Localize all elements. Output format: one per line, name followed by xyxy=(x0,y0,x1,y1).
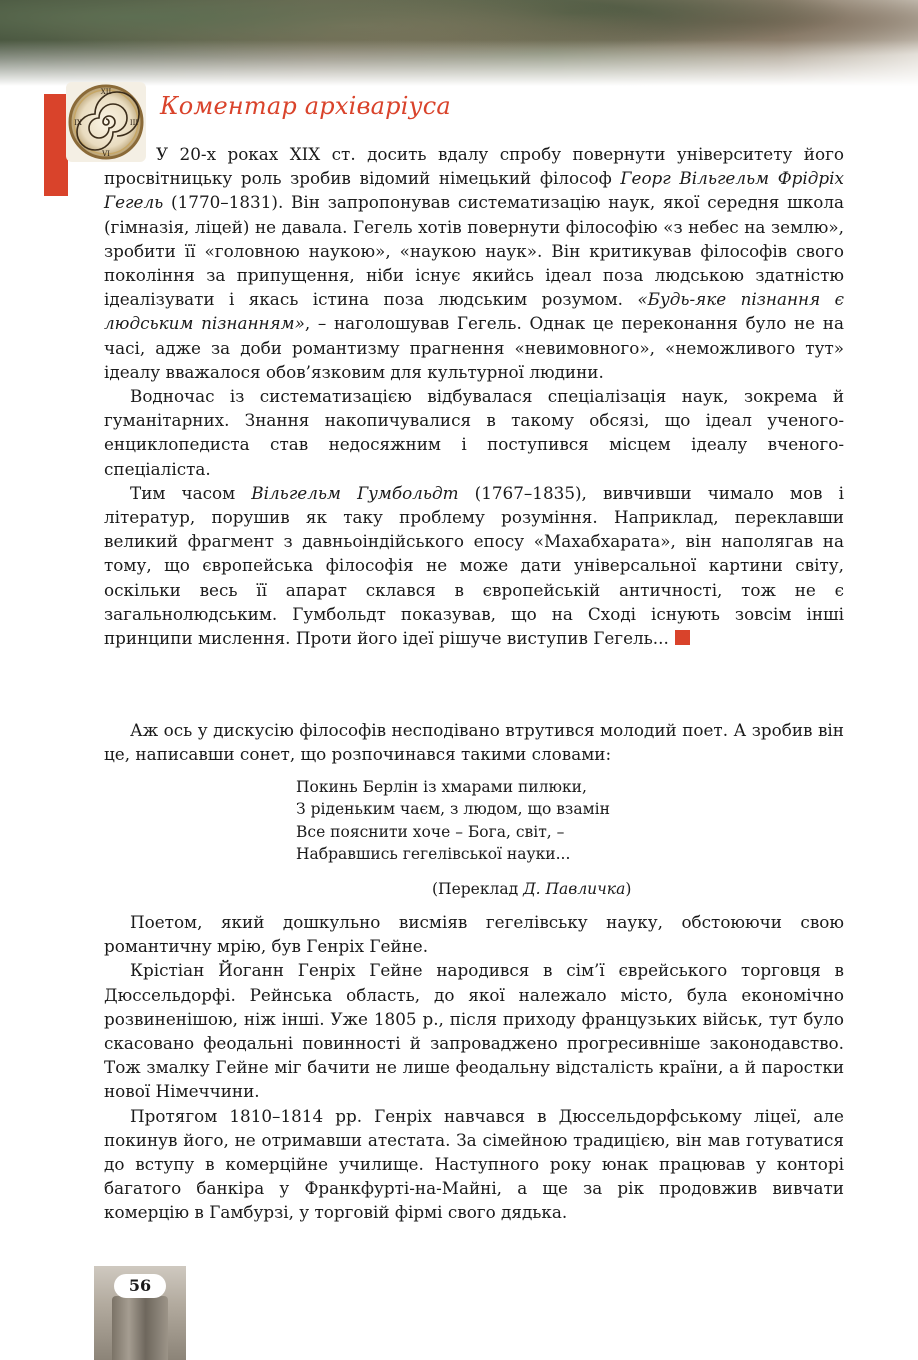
commentary-paragraph: Водночас із систематизацією відбувалася спеціалізація наук, зокрема й гуманітарних. Знання накопичувалися в такому обсязі, що ідеал ученого-енциклопедиста став недосяжним і поступився місцем ідеалу вченого-спеціаліста. xyxy=(104,386,844,479)
section-accent-bar xyxy=(44,94,68,196)
section-title: Коментар архіваріуса xyxy=(160,92,451,120)
translator-name: Д. Павличка xyxy=(523,880,626,898)
intro-text xyxy=(104,718,844,766)
poem-line: Покинь Берлін із хмарами пилюки, xyxy=(296,778,587,796)
translation-credit: (Переклад Д. Павличка) xyxy=(432,880,632,898)
body-paragraph: Крістіан Йоганн Генріх Гейне народився в сім’ї єврейського торговця в Дюссельдорфі. Рейнська область, до якої належало місто, була економічно розвиненішою, ніж інші. Уже 1805 р., після приходу французьких військ, тут було скасовано феодальні повинності й запроваджено прогресивніше законодавство. Тож змалку Гейне міг бачити не лише феодальну відсталість країни, а й паростки нової Німеччини. xyxy=(104,960,844,1102)
commentary-paragraph: У 20-х роках XIX ст. досить вдалу спробу повернути університету його просвітницьку роль зробив відомий німецький філософ Георг Вільгельм Фрідріх Гегель (1770–1831). Він запропонував систематизацію наук, якої середня школа (гімназія, ліцей) не давала. Гегель хотів повернути філософію «з небес на землю», зробити її «головною наукою», «наукою наук». Він критикував філософів свого покоління за припущення, ніби існує якийсь ідеал поза людською здатністю ідеалізувати і якась істина поза людським розумом. «Будь-яке пізнання є людським пізнанням», – наголошував Гегель. Однак це переконання було не на часі, адже за доби романтизму прагнення «невимовного», «неможливого тут» ідеалу вважалося обов’язковим для культурної людини. xyxy=(104,144,845,382)
header-painting-banner xyxy=(0,0,918,86)
svg-text:XII: XII xyxy=(100,88,112,96)
svg-text:VI: VI xyxy=(102,150,110,158)
body-paragraph: Протягом 1810–1814 рр. Генріх навчався в Дюссельдорфському ліцеї, але покинув його, не отримавши атестата. За сімейною традицією, він мав готуватися до вступу в комерційне училище. Наступного року юнак працював у конторі багатого банкіра у Франкфурті-на-Майні, а ще за рік продовжив вивчати комерцію в Гамбурзі, у торговій фірмі свого дядька. xyxy=(104,1105,844,1223)
commentary-paragraph: Тим часом Вільгельм Гумбольдт (1767–1835), вивчивши чимало мов і літератур, порушив як таку проблему розуміння. Наприклад, переклавши великий фрагмент з давньоіндійського епосу «Махабхарата», він наполягав на тому, що європейська філософія не може дати універсальної картини світу, оскільки весь її апарат склався в європейській античності, тож не є загальнолюдським. Гумбольдт показував, що на Сході існують зовсім інші принципи мислення. Проти його ідеї рішуче виступив Гегель... xyxy=(104,482,844,649)
poem-quote xyxy=(296,776,610,865)
svg-text:III: III xyxy=(129,119,139,127)
intro-paragraph: Аж ось у дискусію філософів несподівано втрутився молодий поет. А зробив він це, написавши сонет, що розпочинався такими словами: xyxy=(104,720,844,765)
page-number: 56 xyxy=(114,1274,166,1298)
red-square-icon xyxy=(675,630,690,645)
poem-line: Все пояснити хоче – Бога, світ, – xyxy=(296,822,565,841)
svg-text:IX: IX xyxy=(74,119,82,127)
body-paragraph: Поетом, який дошкульно висміяв гегелівську науку, обстоюючи свою романтичну мрію, був Генріх Гейне. xyxy=(104,912,844,957)
main-text xyxy=(104,910,844,1225)
archivist-commentary xyxy=(104,142,844,650)
page-footer-tab xyxy=(94,1266,186,1360)
poem-line: З ріденьким чаєм, з людом, що взамін xyxy=(296,800,610,819)
poem-line: Набравшись гегелівської науки... xyxy=(296,844,571,863)
